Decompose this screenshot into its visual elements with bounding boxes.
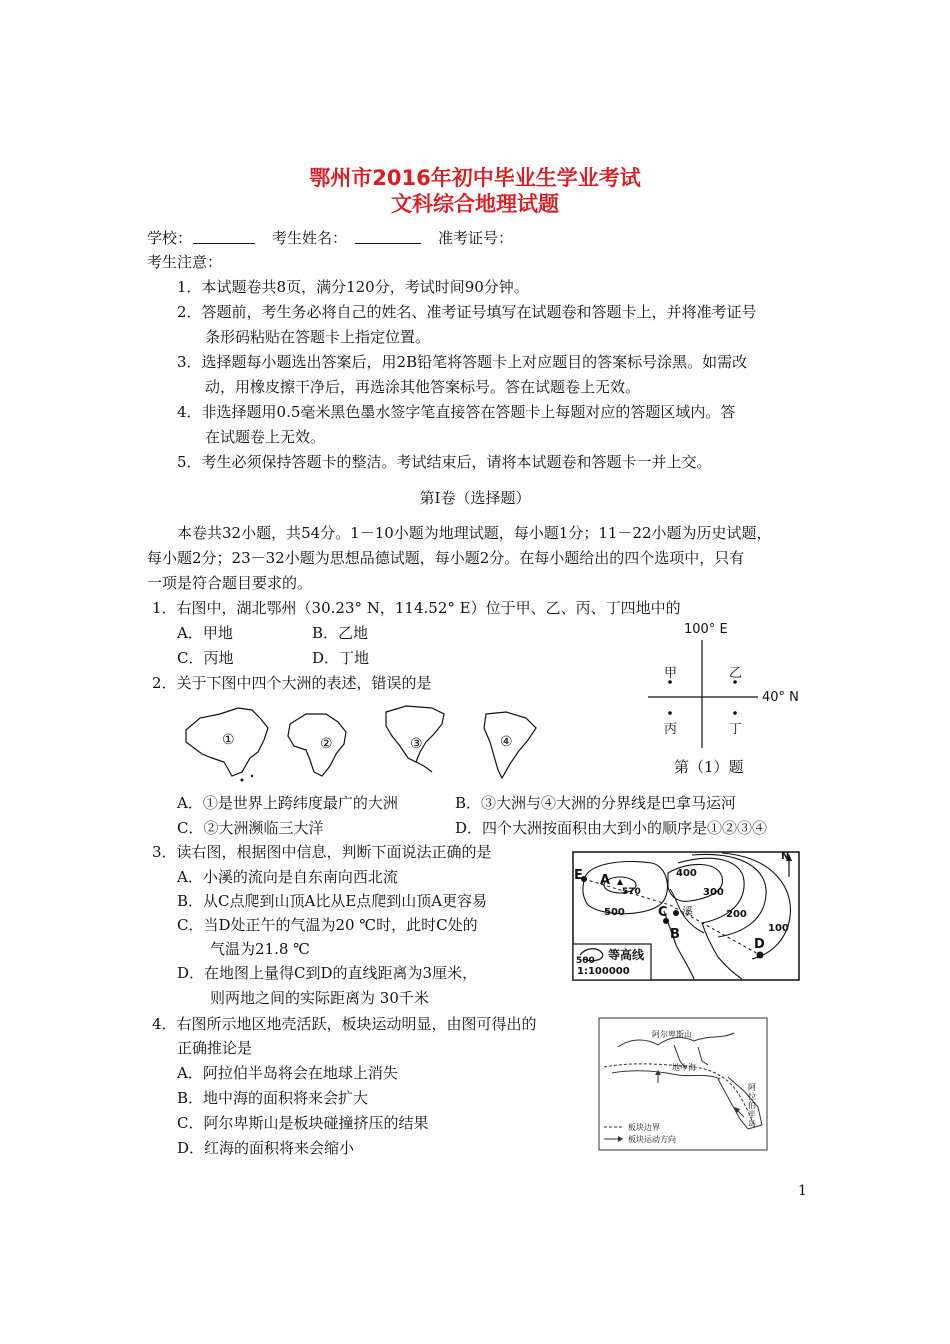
q1-point-bing: 丙 (664, 722, 678, 737)
q2-option-b[interactable]: B．③大洲与④大洲的分界线是巴拿马运河 (455, 794, 737, 812)
legend-value: 500 (576, 956, 595, 966)
point-a: A (600, 873, 611, 888)
point-c: C (658, 905, 668, 920)
q4-stem-cont: 正确推论是 (177, 1039, 253, 1057)
q1-coordinate-figure (640, 620, 820, 780)
contour-100: 100 (768, 923, 789, 934)
page-title: 鄂州市2016年初中毕业生学业考试 (309, 166, 641, 190)
q2-option-d[interactable]: D．四个大洲按面积由大到小的顺序是①②③④ (455, 819, 768, 837)
page-subtitle: 文科综合地理试题 (391, 192, 559, 216)
section-heading: 第Ⅰ卷（选择题） (419, 489, 531, 507)
q1-stem: 1．右图中，湖北鄂州（30.23° N，114.52° E）位于甲、乙、丙、丁四地中的 (152, 599, 681, 617)
contour-200: 200 (726, 909, 747, 920)
notice-heading: 考生注意： (147, 253, 223, 271)
q3-contour-map (572, 851, 800, 981)
point-b: B (670, 927, 680, 942)
school-blank[interactable] (193, 243, 255, 244)
q3-option-d-cont: 则两地之间的实际距离为 30千米 (210, 989, 429, 1007)
continent-3-label: ③ (410, 736, 423, 752)
q4-option-c[interactable]: C．阿尔卑斯山是板块碰撞挤压的结果 (177, 1114, 429, 1132)
point-e: E (574, 868, 583, 883)
q3-option-a[interactable]: A．小溪的流向是自东南向西北流 (177, 868, 398, 886)
north-label: N (781, 851, 790, 862)
q4-stem: 4．右图所示地区地壳活跃，板块运动明显，由图可得出的 (152, 1015, 537, 1033)
q3-stem: 3．读右图，根据图中信息，判断下面说法正确的是 (152, 843, 492, 861)
scale-label: 1:100000 (577, 966, 630, 977)
section-intro: 一项是符合题目要求的。 (147, 574, 313, 592)
q2-option-a[interactable]: A．①是世界上跨纬度最广的大洲 (177, 794, 398, 812)
notice-item: 4．非选择题用0.5毫米黑色墨水签字笔直接答在答题卡上每题对应的答题区域内。答 (177, 403, 736, 421)
q3-option-c[interactable]: C．当D处正午的气温为20 ℃时，此时C处的 (177, 916, 478, 934)
name-blank[interactable] (355, 243, 421, 244)
mediterranean-label: 地中海 (672, 1063, 696, 1072)
name-label: 考生姓名： (272, 229, 348, 247)
q3-option-b[interactable]: B．从C点爬到山顶A比从E点爬到山顶A更容易 (177, 892, 488, 910)
q1-option-d[interactable]: D．丁地 (312, 649, 370, 667)
q1-option-b[interactable]: B．乙地 (312, 624, 369, 642)
contour-300: 300 (703, 887, 724, 898)
continent-2-label: ② (320, 736, 333, 752)
continent-1-label: ① (222, 732, 235, 748)
q1-point-jia: 甲 (664, 666, 678, 681)
notice-item: 3．选择题每小题选出答案后，用2B铅笔将答题卡上对应题目的答案标号涂黑。如需改 (177, 353, 748, 371)
q4-option-d[interactable]: D．红海的面积将来会缩小 (177, 1139, 355, 1157)
notice-item: 5．考生必须保持答题卡的整洁。考试结束后，请将本试题卷和答题卡一并上交。 (177, 453, 712, 471)
arabia-label: 阿拉伯半岛 (748, 1083, 756, 1128)
q1-option-a[interactable]: A．甲地 (177, 624, 233, 642)
q2-stem: 2．关于下图中四个大洲的表述，错误的是 (152, 674, 432, 692)
section-intro: 本卷共32小题，共54分。1－10小题为地理试题，每小题1分；11－22小题为历史试题， (177, 524, 772, 542)
continent-4-label: ④ (500, 734, 513, 750)
contour-500: 500 (604, 907, 625, 918)
contour-400: 400 (676, 868, 697, 879)
school-label: 学校： (147, 229, 193, 247)
q1-lat-label: 40° N (762, 690, 799, 705)
notice-item: 动，用橡皮擦干净后，再选涂其他答案标号。答在试题卷上无效。 (205, 378, 641, 396)
legend-label: 等高线 (608, 948, 645, 962)
q4-plate-map (598, 1017, 768, 1151)
q1-lon-label: 100° E (684, 622, 728, 637)
stream-label: 溪 (682, 905, 693, 918)
q2-continents-map (180, 700, 550, 785)
q4-option-a[interactable]: A．阿拉伯半岛将会在地球上消失 (177, 1064, 398, 1082)
q3-option-d[interactable]: D．在地图上量得C到D的直线距离为3厘米， (177, 964, 478, 982)
section-intro: 每小题2分；23－32小题为思想品德试题，每小题2分。在每小题给出的四个选项中，只有 (147, 549, 745, 567)
page-number: 1 (798, 1183, 807, 1199)
legend-boundary: 板块边界 (628, 1123, 660, 1132)
q1-point-ding: 丁 (729, 722, 743, 737)
ticket-label: 准考证号： (438, 229, 514, 247)
q2-option-c[interactable]: C．②大洲濒临三大洋 (177, 819, 324, 837)
alps-label: 阿尔卑斯山 (652, 1030, 692, 1039)
point-d: D (754, 937, 765, 952)
notice-item: 2．答题前，考生务必将自己的姓名、准考证号填写在试题卷和答题卡上，并将准考证号 (177, 303, 757, 321)
notice-item: 1．本试题卷共8页，满分120分，考试时间90分钟。 (177, 278, 529, 296)
q4-option-b[interactable]: B．地中海的面积将来会扩大 (177, 1089, 369, 1107)
q1-option-c[interactable]: C．丙地 (177, 649, 234, 667)
q3-option-c-cont: 气温为21.8 ℃ (210, 940, 310, 958)
notice-item: 在试题卷上无效。 (205, 428, 326, 446)
legend-direction: 板块运动方向 (628, 1135, 676, 1144)
elevation-570: 570 (622, 887, 641, 897)
q1-point-yi: 乙 (729, 666, 743, 681)
q1-caption: 第（1）题 (674, 758, 744, 776)
notice-item: 条形码粘贴在答题卡上指定位置。 (205, 328, 431, 346)
